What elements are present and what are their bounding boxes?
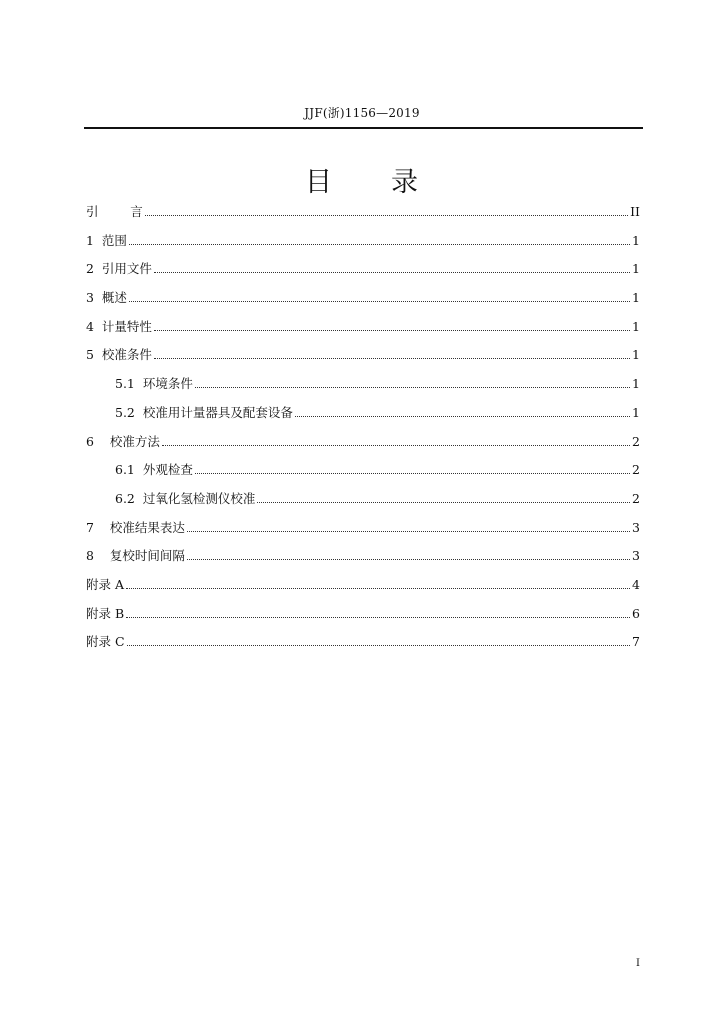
toc-entry-label: 引 言 [86,204,143,219]
toc-entry-label: 6.2 过氧化氢检测仪校准 [115,490,256,506]
toc-entry-label: 4 计量特性 [86,318,152,334]
toc-entry-page: 2 [632,462,640,478]
toc-dot-leader [187,522,630,532]
toc-entry-page: 3 [632,548,640,564]
toc-entry-label: 附录 A [86,576,125,592]
toc-dot-leader [129,292,630,302]
toc-dot-leader [129,235,630,245]
toc-entry-label: 2 引用文件 [86,261,152,277]
toc-dot-leader [195,464,630,474]
toc-dot-leader [154,263,630,273]
toc-entry-page: 1 [632,290,640,306]
toc-entry[interactable] [86,231,640,260]
toc-entry[interactable] [86,518,640,547]
toc-entry-page: 1 [632,347,640,363]
toc-title-left: 目 [305,167,333,198]
toc-entry[interactable] [86,374,640,403]
toc-entry-label: 5.1 环境条件 [115,376,193,392]
toc-entry-page: 4 [632,576,640,592]
toc-entry[interactable] [86,632,640,661]
toc-entry-page: 1 [632,232,640,248]
toc-entry-label: 3 概述 [86,290,127,306]
toc-title-right: 录 [391,167,419,198]
toc-entry-page: 1 [632,376,640,392]
toc-dot-leader [154,349,630,359]
toc-entry[interactable] [86,403,640,432]
toc-entry[interactable] [86,345,640,374]
toc-entry-label: 1 范围 [86,232,127,248]
toc-dot-leader [257,493,630,503]
toc-entry-page: II [630,204,640,219]
toc-entry-page: 1 [632,318,640,334]
toc-entry[interactable] [86,575,640,604]
toc-title [0,160,724,199]
toc-entry-label: 附录 C [86,634,125,650]
toc-dot-leader [295,407,630,417]
toc-dot-leader [126,608,630,618]
toc-dot-leader [127,636,631,646]
toc-entry[interactable] [86,259,640,288]
toc-entry-page: 2 [632,490,640,506]
toc-entry[interactable] [86,288,640,317]
toc-entry-label: 6 校准方法 [86,433,160,449]
toc-entry[interactable] [86,202,640,231]
toc-entry-page: 2 [632,433,640,449]
toc-entry[interactable] [86,460,640,489]
toc-entry-label: 5.2 校准用计量器具及配套设备 [115,404,293,420]
toc-dot-leader [145,206,628,216]
toc-entry-label: 7 校准结果表达 [86,519,185,535]
toc-entry[interactable] [86,489,640,518]
toc-entry-page: 6 [632,605,640,621]
toc-dot-leader [154,321,630,331]
toc-entry[interactable] [86,604,640,633]
table-of-contents [86,202,640,661]
toc-entry[interactable] [86,317,640,346]
toc-entry-label: 附录 B [86,605,125,621]
toc-entry-label: 6.1 外观检查 [115,462,193,478]
toc-entry-label: 5 校准条件 [86,347,152,363]
toc-dot-leader [126,579,630,589]
toc-entry-page: 1 [632,261,640,277]
toc-dot-leader [162,436,630,446]
toc-dot-leader [187,550,630,560]
toc-dot-leader [195,378,630,388]
standard-code: JJF(浙)1156—2019 [304,106,420,120]
header-rule [84,127,643,129]
toc-entry[interactable] [86,432,640,461]
page-number: I [636,958,640,969]
toc-entry-page: 3 [632,519,640,535]
toc-entry-page: 7 [632,634,640,650]
toc-entry-label: 8 复校时间间隔 [86,548,185,564]
toc-entry-page: 1 [632,404,640,420]
toc-entry[interactable] [86,546,640,575]
